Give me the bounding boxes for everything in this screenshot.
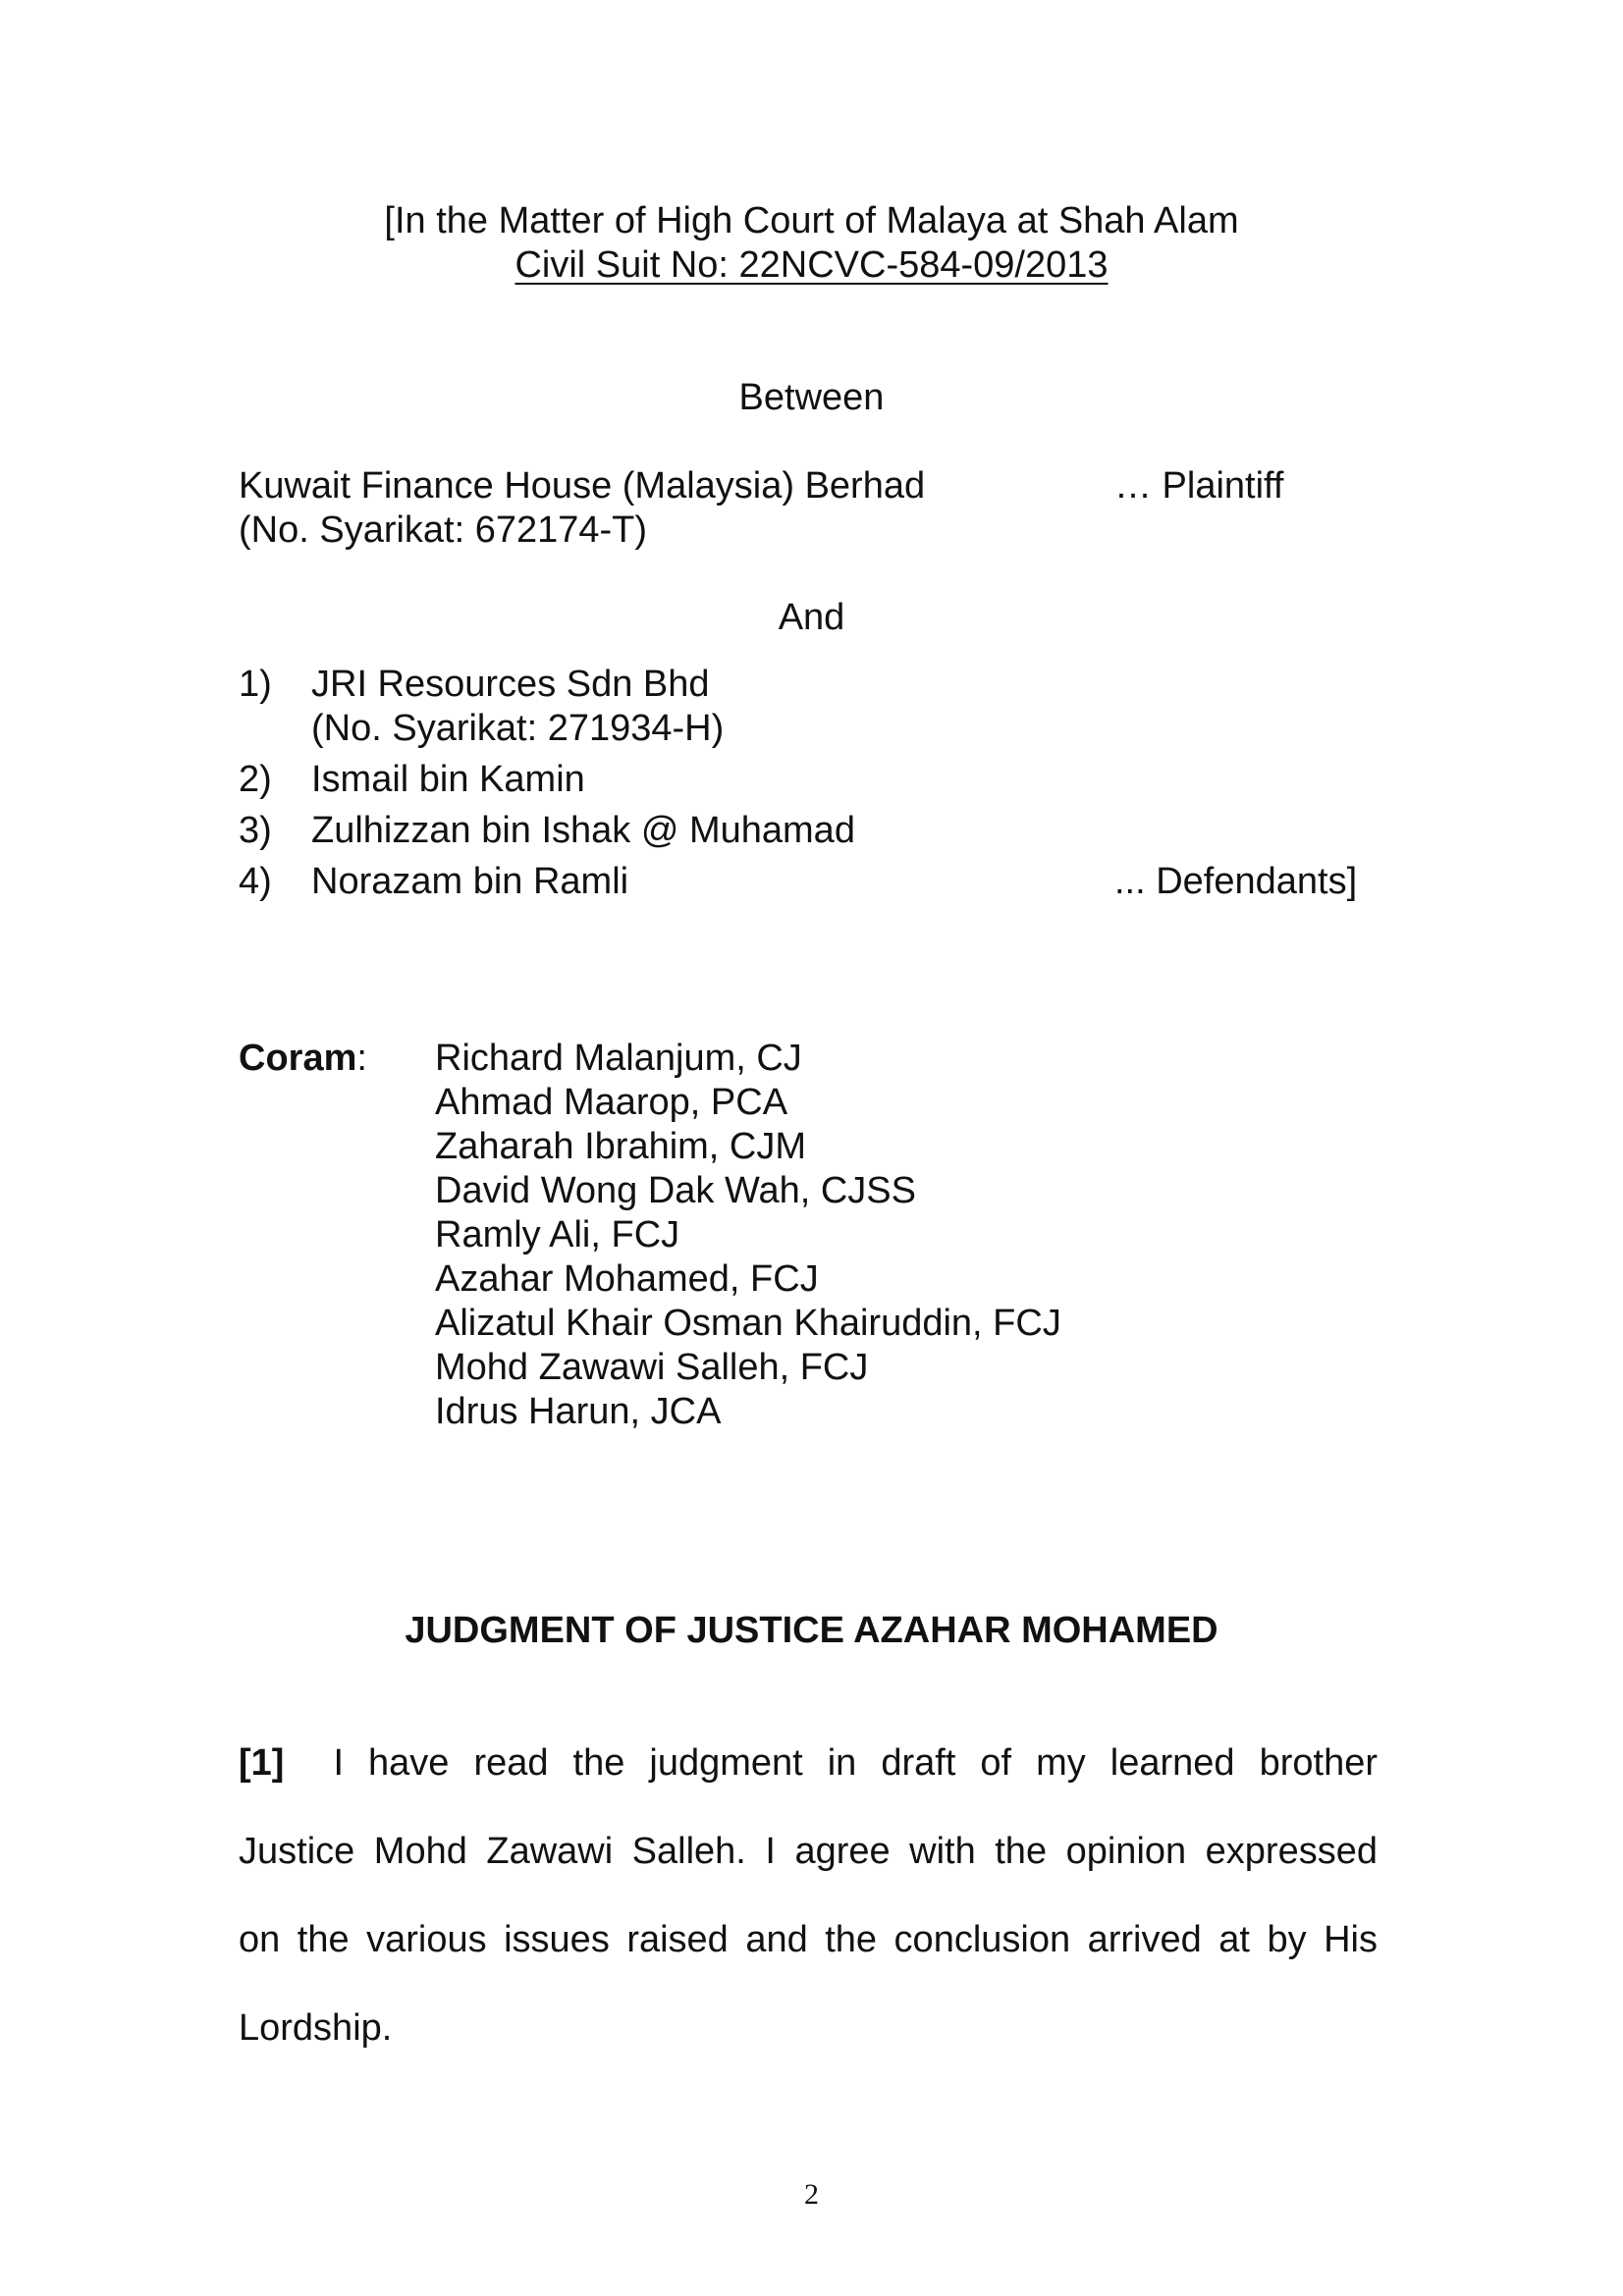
- paragraph-1-line-1-text: I have read the judgment in draft of my learned brother: [333, 1742, 1378, 1784]
- coram-judge: Ramly Ali, FCJ: [435, 1214, 680, 1255]
- defendant-4-name: Norazam bin Ramli: [311, 861, 629, 902]
- defendant-3-name: Zulhizzan bin Ishak @ Muhamad: [311, 810, 855, 851]
- coram-judge: Mohd Zawawi Salleh, FCJ: [435, 1347, 869, 1388]
- plaintiff-name: Kuwait Finance House (Malaysia) Berhad: [239, 465, 926, 507]
- defendant-2-name: Ismail bin Kamin: [311, 759, 585, 800]
- page-number: 2: [804, 2178, 819, 2211]
- coram-label: [239, 1036, 367, 1081]
- coram-judge: Richard Malanjum, CJ: [435, 1038, 802, 1079]
- defendant-1-name: JRI Resources Sdn Bhd: [311, 664, 710, 705]
- defendant-1-company-no: (No. Syarikat: 271934-H): [311, 708, 725, 749]
- civil-suit-number: [0, 242, 1623, 288]
- coram-judge: Zaharah Ibrahim, CJM: [435, 1126, 807, 1167]
- defendant-3-number: 3): [239, 810, 272, 851]
- coram-judge: David Wong Dak Wah, CJSS: [435, 1170, 916, 1211]
- paragraph-1-line-4: Lordship.: [239, 2007, 393, 2049]
- defendant-1-number: 1): [239, 664, 272, 705]
- defendant-4-number: 4): [239, 861, 272, 902]
- coram-judge: Azahar Mohamed, FCJ: [435, 1258, 819, 1300]
- and-label: And: [778, 597, 845, 638]
- coram-judge: Idrus Harun, JCA: [435, 1391, 722, 1432]
- between-label: Between: [738, 377, 885, 418]
- matter-heading: [In the Matter of High Court of Malaya at Shah Alam: [384, 200, 1239, 241]
- coram-colon: :: [356, 1038, 367, 1079]
- defendant-2-number: 2): [239, 759, 272, 800]
- paragraph-1-line-3: on the various issues raised and the conclusion arrived at by His: [239, 1919, 1378, 1960]
- plaintiff-role: … Plaintiff: [1114, 465, 1284, 507]
- judgment-title: JUDGMENT OF JUSTICE AZAHAR MOHAMED: [405, 1610, 1218, 1651]
- paragraph-1-number: [1]: [239, 1742, 285, 1784]
- plaintiff-company-no: (No. Syarikat: 672174-T): [239, 509, 648, 551]
- defendants-role: ... Defendants]: [1114, 861, 1358, 902]
- civil-suit-text: Civil Suit No: 22NCVC-584-09/2013: [514, 244, 1109, 286]
- paragraph-1-line-2: Justice Mohd Zawawi Salleh. I agree with the opinion expressed: [239, 1831, 1378, 1872]
- coram-judge: Ahmad Maarop, PCA: [435, 1082, 788, 1123]
- coram-judge: Alizatul Khair Osman Khairuddin, FCJ: [435, 1303, 1061, 1344]
- paragraph-1-line-1: [239, 1740, 1378, 1786]
- coram-label-text: Coram: [239, 1038, 357, 1079]
